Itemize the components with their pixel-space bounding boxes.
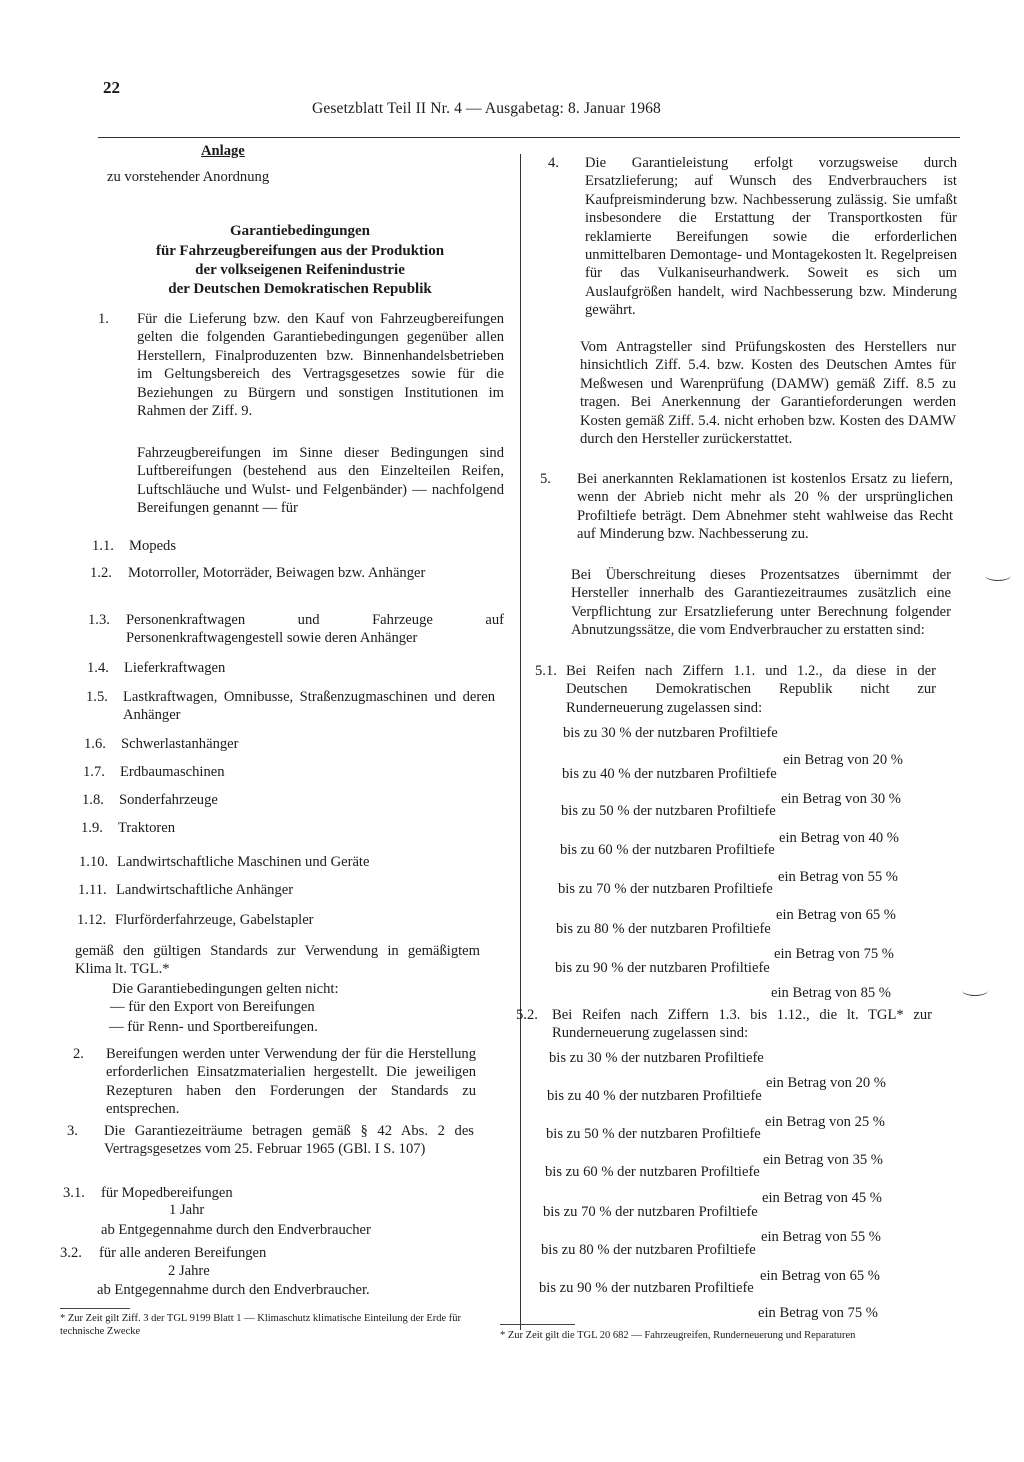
- wear-amount: ein Betrag von 85 %: [771, 985, 891, 1001]
- wear-amount: ein Betrag von 75 %: [758, 1305, 878, 1321]
- footnote-left: * Zur Zeit gilt Ziff. 3 der TGL 9199 Blatt 1 — Klimaschutz klimatische Einteilung der Erde für technische Zwecke: [60, 1313, 462, 1337]
- section-5-1-number: 5.1.: [535, 663, 557, 679]
- wear-amount: ein Betrag von 35 %: [763, 1152, 883, 1168]
- item-number: 1.7.: [83, 764, 105, 780]
- item-text: Motorroller, Motorräder, Beiwagen bzw. Anhänger: [128, 565, 426, 581]
- wear-amount: ein Betrag von 20 %: [783, 752, 903, 768]
- item-text: Erdbaumaschinen: [120, 764, 225, 780]
- section-5-wear-rates: Bei Überschreitung dieses Prozentsatzes übernimmt der Hersteller innerhalb des Garantiezeitraumes zusätzlich eine Verpflichtung zur Ersatzlieferung unter Berechnung folgender Abnutzungssätze, die vom Endverbraucher zu erstatten sind:: [571, 567, 951, 639]
- item-number: 1.8.: [82, 792, 104, 808]
- wear-range: bis zu 30 % der nutzbaren Profiltiefe: [549, 1050, 764, 1066]
- wear-range: bis zu 40 % der nutzbaren Profiltiefe: [562, 766, 777, 782]
- page-header-title: Gesetzblatt Teil II Nr. 4 — Ausgabetag: 8. Januar 1968: [312, 100, 661, 117]
- section-5-1-paragraph: Bei Reifen nach Ziffern 1.1. und 1.2., da diese in der Deutschen Demokratischen Republik nicht zur Runderneuerung zugelassen sind:: [566, 663, 936, 716]
- footnote-right: * Zur Zeit gilt die TGL 20 682 — Fahrzeugreifen, Runderneuerung und Reparaturen: [500, 1330, 856, 1341]
- section-3-2-text: für alle anderen Bereifungen: [99, 1245, 267, 1261]
- item-number: 1.10.: [79, 854, 109, 870]
- heading-line-2: für Fahrzeugbereifungen aus der Produktion: [155, 243, 445, 259]
- section-1-definition: Fahrzeugbereifungen im Sinne dieser Bedingungen sind Luftbereifungen (bestehend aus den Einzelteilen Reifen, Luftschläuche und Wulst- und Felgenbänder) — nachfolgend Bereifungen genannt — für: [137, 445, 504, 517]
- wear-range: bis zu 30 % der nutzbaren Profiltiefe: [563, 725, 778, 741]
- item-text: Mopeds: [129, 538, 177, 554]
- exclusion-racing: — für Renn- und Sportbereifungen.: [109, 1019, 318, 1035]
- wear-amount: ein Betrag von 45 %: [762, 1190, 882, 1206]
- wear-amount: ein Betrag von 25 %: [765, 1114, 885, 1130]
- section-3-1-number: 3.1.: [63, 1185, 85, 1201]
- section-3-number: 3.: [67, 1123, 78, 1139]
- wear-amount: ein Betrag von 55 %: [761, 1229, 881, 1245]
- wear-range: bis zu 40 % der nutzbaren Profiltiefe: [547, 1088, 762, 1104]
- anlage-title: Anlage: [201, 143, 245, 159]
- wear-range: bis zu 50 % der nutzbaren Profiltiefe: [561, 803, 776, 819]
- section-5-2-paragraph: Bei Reifen nach Ziffern 1.3. bis 1.12., die lt. TGL* zur Runderneuerung zugelassen sind:: [552, 1007, 932, 1042]
- wear-amount: ein Betrag von 65 %: [760, 1268, 880, 1284]
- wear-amount: ein Betrag von 65 %: [776, 907, 896, 923]
- section-3-1-text: für Mopedbereifungen: [101, 1185, 233, 1201]
- exclusion-export: — für den Export von Bereifungen: [110, 999, 315, 1015]
- item-number: 1.11.: [78, 882, 107, 898]
- item-text: Lieferkraftwagen: [124, 660, 226, 676]
- anlage-subtitle: zu vorstehender Anordnung: [107, 169, 270, 185]
- item-number: 1.12.: [77, 912, 107, 928]
- item-text: Traktoren: [118, 820, 176, 836]
- section-1-paragraph: Für die Lieferung bzw. den Kauf von Fahrzeugbereifungen gelten die folgenden Garantiebedingungen gegenüber allen Herstellern, Finalproduzenten bzw. Binnenhandelsbetrieben im Geltungsbereich des Vertragsgesetzes sowie für die Beziehungen zu Bürgern und sonstigen Institutionen im Rahmen der Ziff. 9.: [137, 311, 504, 420]
- footnote-rule: [500, 1324, 575, 1325]
- section-1-number: 1.: [98, 311, 109, 327]
- heading-line-1: Garantiebedingungen: [229, 223, 371, 239]
- wear-range: bis zu 70 % der nutzbaren Profiltiefe: [543, 1204, 758, 1220]
- section-3-1-condition: ab Entgegennahme durch den Endverbraucher: [101, 1222, 371, 1238]
- klima-clause: gemäß den gültigen Standards zur Verwendung in gemäßigtem Klima lt. TGL.*: [75, 943, 480, 978]
- wear-range: bis zu 60 % der nutzbaren Profiltiefe: [545, 1164, 760, 1180]
- section-4-number: 4.: [548, 155, 559, 171]
- wear-range: bis zu 50 % der nutzbaren Profiltiefe: [546, 1126, 761, 1142]
- header-rule: [98, 137, 960, 138]
- section-5-paragraph: Bei anerkannten Reklamationen ist kostenlos Ersatz zu liefern, wenn der Abrieb nicht mehr als 20 % der ursprünglichen Profiltiefe beträgt. Dem Abnehmer steht wahlweise das Recht auf Minderung bzw. Nachbesserung zu.: [577, 471, 953, 543]
- item-text: Flurförderfahrzeuge, Gabelstapler: [115, 912, 314, 928]
- item-number: 1.3.: [88, 612, 110, 628]
- item-number: 1.5.: [86, 689, 108, 705]
- item-number: 1.6.: [84, 736, 106, 752]
- section-4-costs: Vom Antragsteller sind Prüfungskosten des Herstellers nur hinsichtlich Ziff. 5.4. bzw. Kosten des Deutschen Amtes für Meßwesen und Warenprüfung (DAMW) gemäß Ziff. 8.5 zu tragen. Bei Anerkennung der Garantieforderungen werden Kosten gemäß Ziff. 5.4. nicht erhoben bzw. Kosten des DAMW durch den Hersteller zurückerstattet.: [580, 339, 956, 448]
- item-number: 1.2.: [90, 565, 112, 581]
- heading-line-3: der volkseigenen Reifenindustrie: [195, 262, 405, 278]
- item-number: 1.9.: [81, 820, 103, 836]
- section-3-2-period: 2 Jahre: [168, 1263, 210, 1279]
- wear-range: bis zu 80 % der nutzbaren Profiltiefe: [556, 921, 771, 937]
- item-text: Lastkraftwagen, Omnibusse, Straßenzugmaschinen und deren Anhänger: [123, 689, 495, 724]
- wear-range: bis zu 70 % der nutzbaren Profiltiefe: [558, 881, 773, 897]
- item-text: Sonderfahrzeuge: [119, 792, 218, 808]
- wear-range: bis zu 90 % der nutzbaren Profiltiefe: [539, 1280, 754, 1296]
- section-5-number: 5.: [540, 471, 551, 487]
- section-3-2-number: 3.2.: [60, 1245, 82, 1261]
- section-2-paragraph: Bereifungen werden unter Verwendung der für die Herstellung erforderlichen Einsatzmaterialien hergestellt. Die jeweiligen Rezepturen haben den Forderungen der Standards zu entsprechen.: [106, 1046, 476, 1118]
- wear-amount: ein Betrag von 75 %: [774, 946, 894, 962]
- margin-mark: [985, 570, 1011, 581]
- section-5-2-number: 5.2.: [516, 1007, 538, 1023]
- wear-amount: ein Betrag von 55 %: [778, 869, 898, 885]
- wear-amount: ein Betrag von 30 %: [781, 791, 901, 807]
- item-text: Landwirtschaftliche Anhänger: [116, 882, 294, 898]
- item-number: 1.1.: [92, 538, 114, 554]
- wear-range: bis zu 60 % der nutzbaren Profiltiefe: [560, 842, 775, 858]
- section-4-paragraph: Die Garantieleistung erfolgt vorzugsweise durch Ersatzlieferung; auf Wunsch des Endverbrauchers ist Kaufpreisminderung bzw. Nachbesserung zulässig. Sie umfaßt insbesondere die Erstattung der Transportkosten für reklamierte Bereifungen sowie die erforderlichen unmittelbaren Demontage- und Montagekosten lt. Regelpreisen für das Vulkaniseurhandwerk. Soweit es sich um Auslaufgrößen handelt, wird Nachbesserung bzw. Minderung gewährt.: [585, 155, 957, 319]
- item-number: 1.4.: [87, 660, 109, 676]
- wear-range: bis zu 80 % der nutzbaren Profiltiefe: [541, 1242, 756, 1258]
- item-text: Schwerlastanhänger: [121, 736, 239, 752]
- item-text: Personenkraftwagen und Fahrzeuge auf Personenkraftwagengestell sowie deren Anhänger: [126, 612, 504, 647]
- page-number: 22: [103, 78, 120, 97]
- heading-line-4: der Deutschen Demokratischen Republik: [168, 281, 432, 297]
- item-text: Landwirtschaftliche Maschinen und Geräte: [117, 854, 370, 870]
- section-3-1-period: 1 Jahr: [169, 1202, 205, 1218]
- column-divider: [520, 154, 521, 1330]
- section-2-number: 2.: [73, 1046, 84, 1062]
- section-3-2-condition: ab Entgegennahme durch den Endverbraucher.: [97, 1282, 370, 1298]
- margin-mark: [962, 985, 988, 996]
- wear-range: bis zu 90 % der nutzbaren Profiltiefe: [555, 960, 770, 976]
- footnote-rule: [60, 1308, 130, 1309]
- section-3-paragraph: Die Garantiezeiträume betragen gemäß § 42 Abs. 2 des Vertragsgesetzes vom 25. Februar 1965 (GBl. I S. 107): [104, 1123, 474, 1158]
- wear-amount: ein Betrag von 40 %: [779, 830, 899, 846]
- exclusions-intro: Die Garantiebedingungen gelten nicht:: [112, 981, 339, 997]
- wear-amount: ein Betrag von 20 %: [766, 1075, 886, 1091]
